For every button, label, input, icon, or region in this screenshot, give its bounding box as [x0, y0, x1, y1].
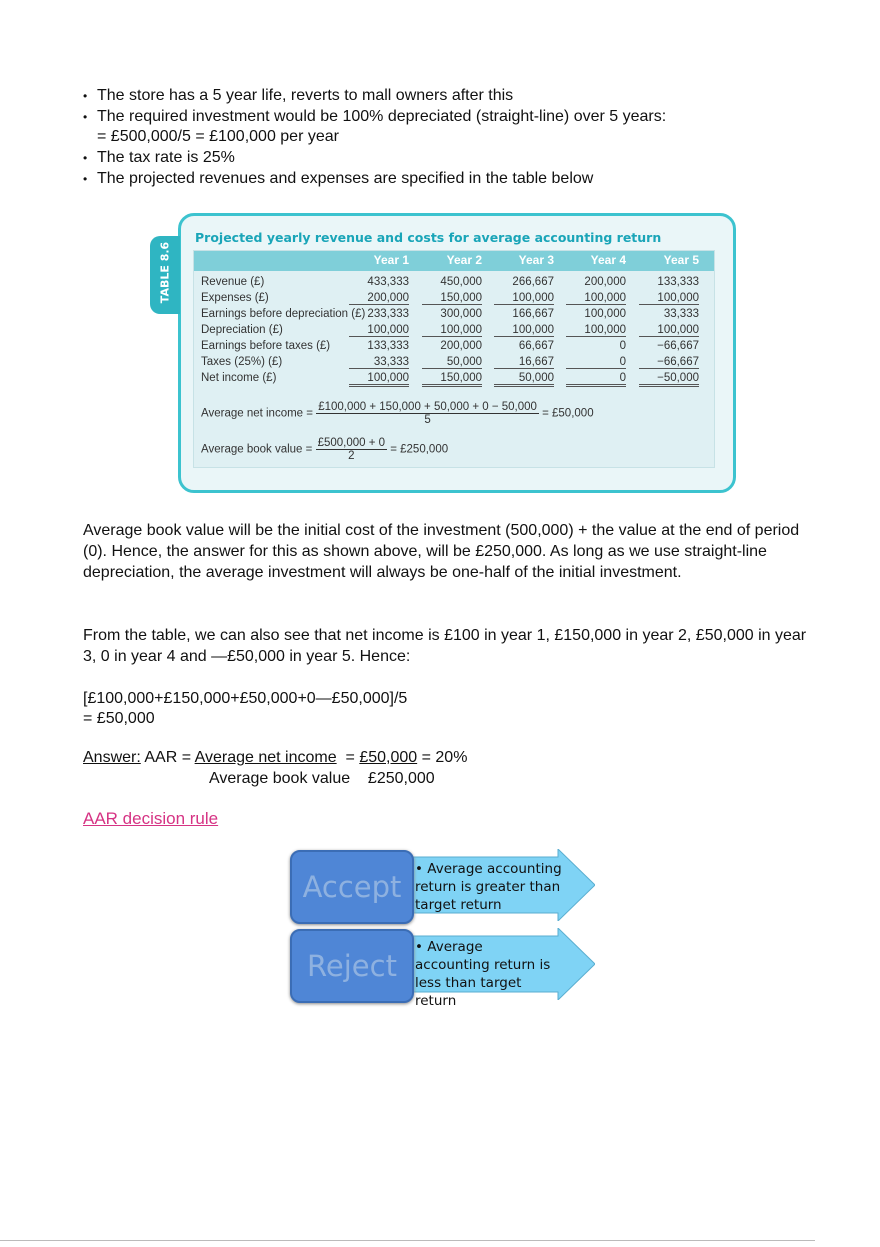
table-cell: 100,000 [422, 324, 482, 337]
table-cell: 133,333 [657, 276, 699, 288]
table-cell: 100,000 [349, 372, 409, 387]
table-cell: 200,000 [584, 276, 626, 288]
numerator: £100,000 + 150,000 + 50,000 + 0 − 50,000 [318, 401, 537, 413]
table-cell: −50,000 [639, 372, 699, 387]
numerator: £500,000 + 0 [317, 437, 386, 449]
table-cell: 200,000 [440, 340, 482, 352]
paragraph: From the table, we can also see that net income is £100 in year 1, £150,000 in year 2, £50,000 in year 3, 0 in year 4 and —£50,000 in year 5. Hence: [83, 627, 807, 665]
row-label: Depreciation (£) [201, 324, 283, 336]
table-cell: 0 [619, 340, 626, 352]
table-cell: 100,000 [639, 324, 699, 337]
table-cell: 450,000 [440, 276, 482, 288]
table-cell: 50,000 [422, 356, 482, 369]
reject-text: Average accounting return is less than target return [415, 939, 551, 1009]
reject-box: Reject [290, 929, 414, 1003]
table-cell: 100,000 [494, 324, 554, 337]
paragraph: Average book value will be the initial cost of the investment (500,000) + the value at the end of period (0). Hence, the answer for this as shown above, will be £250,000. As long as we use straight-line depreciation, the average investment will always be one-half of the initial investment. [83, 522, 800, 581]
table-cell: 166,667 [512, 308, 554, 320]
table-cell: 133,333 [367, 340, 409, 352]
calculation: [£100,000+£150,000+£50,000+0—£50,000]/5 [83, 690, 408, 707]
accept-text: Average accounting return is greater than target return [415, 861, 562, 913]
table-cell: 200,000 [349, 292, 409, 305]
denominator-label: Average book value [209, 770, 351, 787]
avg-book-value-formula [201, 437, 448, 462]
accept-description: • Average accounting return is greater than target return [415, 861, 562, 913]
aar-text: AAR = [140, 749, 195, 766]
table-cell: 100,000 [566, 292, 626, 305]
column-header: Year 5 [663, 253, 699, 267]
table-cell: 150,000 [422, 372, 482, 387]
column-header: Year 3 [518, 253, 554, 267]
denominator: 5 [424, 414, 431, 426]
bullet-item: • The store has a 5 year life, reverts to mall owners after this [83, 87, 514, 104]
table-cell: 0 [566, 356, 626, 369]
formula-label: Average net income = [201, 407, 313, 420]
row-label: Earnings before taxes (£) [201, 340, 331, 352]
denominator: 2 [348, 450, 355, 462]
formula-result: = £50,000 [542, 407, 594, 420]
table-cell: 300,000 [440, 308, 482, 320]
table-cell: 100,000 [494, 292, 554, 305]
footer-divider [0, 1240, 815, 1241]
table-cell: 233,333 [367, 308, 409, 320]
table-cell: 66,667 [518, 340, 554, 352]
table-cell: 16,667 [494, 356, 554, 369]
row-label: Taxes (25%) (£) [201, 356, 283, 368]
formula-label: Average book value = [201, 443, 313, 456]
table-cell: 0 [566, 372, 626, 387]
table-cell: −66,667 [657, 340, 699, 352]
table-cell: 33,333 [349, 356, 409, 369]
table-cell: 50,000 [494, 372, 554, 387]
bullet-continuation: = £500,000/5 = £100,000 per year [97, 128, 339, 145]
answer-label: Answer: [83, 749, 141, 766]
aar-decision-rule-link[interactable]: AAR decision rule [83, 809, 219, 828]
numerator-label: Average net income [194, 749, 337, 766]
answer-denominator [209, 768, 880, 789]
formula-result: = £250,000 [390, 443, 449, 456]
table-cell: 150,000 [422, 292, 482, 305]
result: = 20% [417, 749, 468, 766]
reject-description: • Average accounting return is less than target return [415, 939, 551, 1009]
accept-box: Accept [290, 850, 414, 924]
equals: = [336, 749, 360, 766]
table-body [193, 250, 715, 468]
table-cell: 100,000 [584, 308, 626, 320]
bullet-item: • The projected revenues and expenses are specified in the table below [83, 170, 594, 187]
row-label: Revenue (£) [201, 276, 265, 288]
bullet-text: The required investment would be 100% depreciated (straight-line) over 5 years: [97, 108, 667, 125]
table-cell: 100,000 [566, 324, 626, 337]
bullet-text: The tax rate is 25% [97, 149, 235, 166]
row-label: Earnings before depreciation (£) [201, 308, 366, 320]
table-cell: 33,333 [663, 308, 699, 320]
tab-label-text: TABLE 8.6 [158, 241, 172, 304]
column-header: Year 1 [373, 253, 409, 267]
bullet-text: The projected revenues and expenses are specified in the table below [97, 170, 594, 187]
calculation: = £50,000 [83, 710, 155, 727]
denominator-value: £250,000 [367, 770, 435, 787]
bullet-item: • The required investment would be 100% depreciated (straight-line) over 5 years: [83, 108, 667, 125]
table-cell: 433,333 [367, 276, 409, 288]
table-cell: 266,667 [512, 276, 554, 288]
bullet-item: • The tax rate is 25% [83, 149, 235, 166]
row-label: Net income (£) [201, 372, 277, 384]
table-cell: 100,000 [639, 292, 699, 305]
avg-net-income-formula [201, 401, 594, 426]
table-tab-label [150, 236, 180, 314]
row-label: Expenses (£) [201, 292, 269, 304]
answer-line [83, 747, 813, 768]
column-header: Year 4 [590, 253, 626, 267]
column-header: Year 2 [446, 253, 482, 267]
bullet-text: The store has a 5 year life, reverts to mall owners after this [97, 87, 514, 104]
table-cell: −66,667 [639, 356, 699, 369]
numerator-value: £50,000 [359, 749, 418, 766]
table-title: Projected yearly revenue and costs for average accounting return [195, 230, 662, 245]
table-cell: 100,000 [349, 324, 409, 337]
